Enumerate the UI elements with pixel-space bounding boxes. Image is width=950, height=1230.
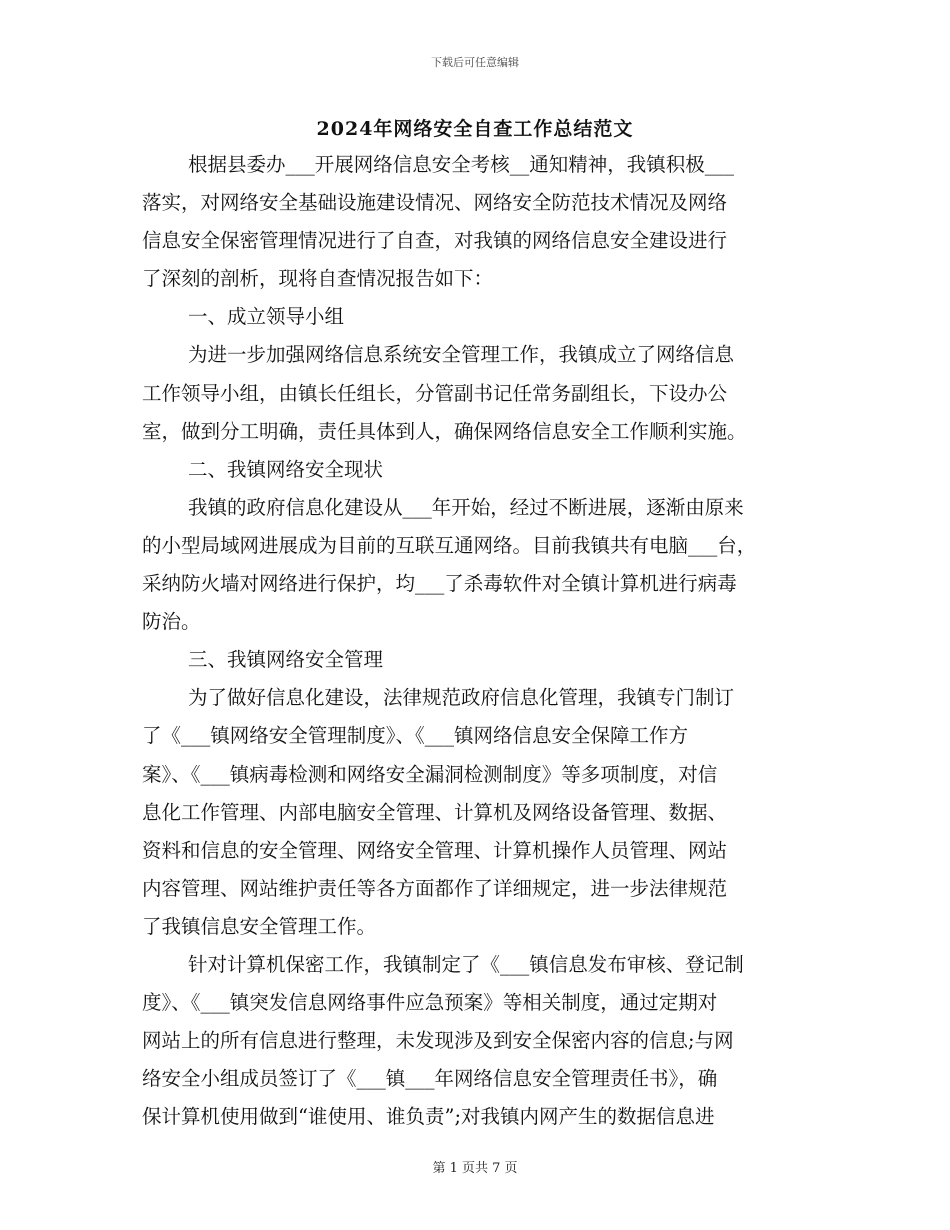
body-line: 的小型局域网进展成为目前的互联互通网络。目前我镇共有电脑___台， <box>142 533 757 557</box>
page-number: 第 1 页共 7 页 <box>432 1161 518 1176</box>
body-line: 信息安全保密管理情况进行了自查，对我镇的网络信息安全建设进行 <box>142 229 728 253</box>
body-line: 室，做到分工明确，责任具体到人，确保网络信息安全工作顺利实施。 <box>142 419 747 443</box>
body-line: 根据县委办___开展网络信息安全考核__通知精神，我镇积极___ <box>188 153 735 176</box>
body-line: 络安全小组成员签订了《___镇___年网络信息安全管理责任书》，确 <box>142 1067 718 1091</box>
body-line: 资料和信息的安全管理、网络安全管理、计算机操作人员管理、网站 <box>142 838 728 862</box>
body-line: 工作领导小组，由镇长任组长，分管副书记任常务副组长，下设办公 <box>142 381 728 405</box>
body-line: 为了做好信息化建设，法律规范政府信息化管理，我镇专门制订 <box>188 686 735 710</box>
body-line: 网站上的所有信息进行整理，未发现涉及到安全保密内容的信息;与网 <box>142 1029 734 1053</box>
body-line: 针对计算机保密工作，我镇制定了《___镇信息发布审核、登记制 <box>188 952 744 976</box>
body-line: 了《___镇网络安全管理制度》、《___镇网络信息安全保障工作方 <box>142 724 689 748</box>
body-line: 息化工作管理、内部电脑安全管理、计算机及网络设备管理、数据、 <box>142 800 728 824</box>
body-line: 采纳防火墙对网络进行保护，均___了杀毒软件对全镇计算机进行病毒 <box>142 572 737 596</box>
body-line: 为进一步加强网络信息系统安全管理工作，我镇成立了网络信息 <box>188 343 735 367</box>
body-line: 防治。 <box>142 610 201 634</box>
document-body <box>142 146 812 1136</box>
body-line: 我镇的政府信息化建设从___年开始，经过不断进展，逐渐由原来 <box>188 495 744 519</box>
body-line: 度》、《___镇突发信息网络事件应急预案》等相关制度，通过定期对 <box>142 991 718 1015</box>
page-header-note: 下载后可任意编辑 <box>431 56 519 69</box>
body-line: 了深刻的剖析，现将自查情况报告如下： <box>142 267 494 291</box>
section-heading-1: 一、成立领导小组 <box>188 305 345 329</box>
section-heading-3: 三、我镇网络安全管理 <box>188 648 384 672</box>
body-line: 保计算机使用做到“谁使用、谁负责”;对我镇内网产生的数据信息进 <box>142 1105 715 1129</box>
body-line: 了我镇信息安全管理工作。 <box>142 914 377 938</box>
body-line: 案》、《___镇病毒检测和网络安全漏洞检测制度》等多项制度，对信 <box>142 762 718 786</box>
body-line: 内容管理、网站维护责任等各方面都作了详细规定，进一步法律规范 <box>142 876 728 900</box>
body-line: 落实，对网络安全基础设施建设情况、网络安全防范技术情况及网络 <box>142 191 728 215</box>
document-title: 2024年网络安全自查工作总结范文 <box>316 118 634 140</box>
section-heading-2: 二、我镇网络安全现状 <box>188 457 384 481</box>
